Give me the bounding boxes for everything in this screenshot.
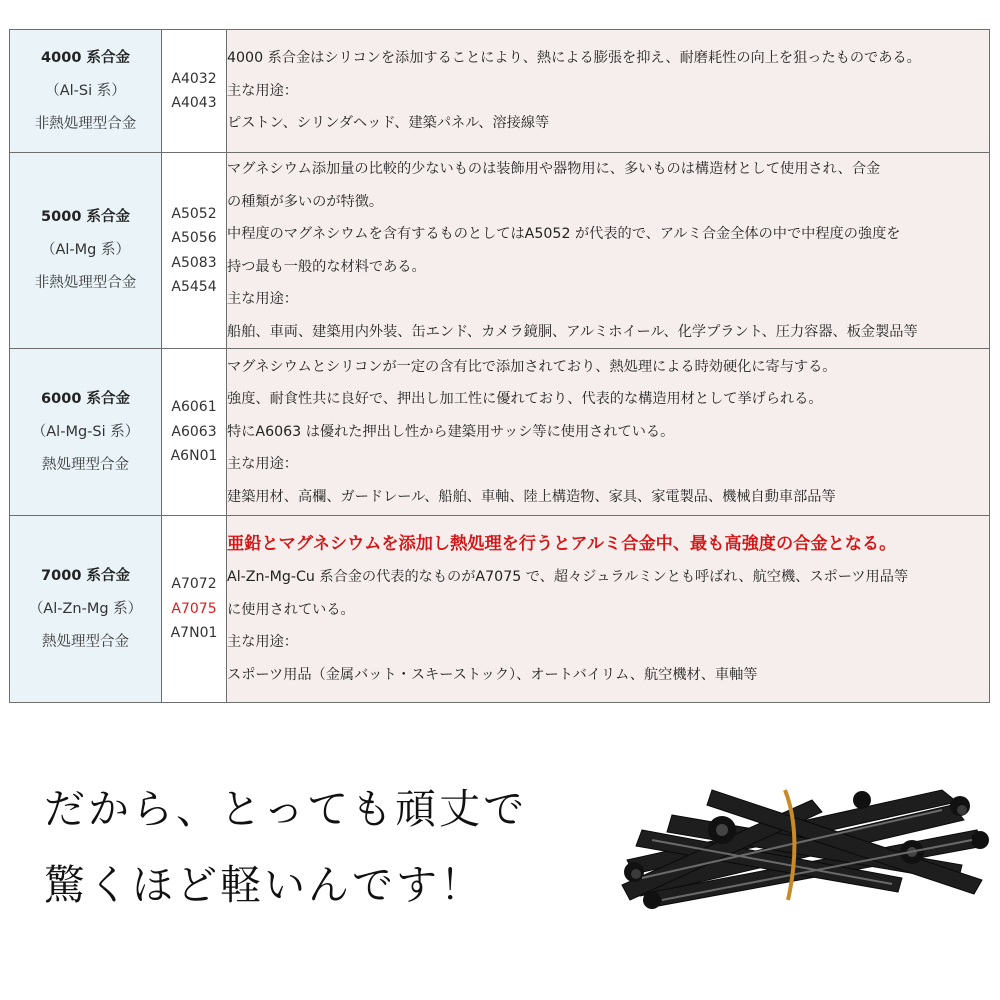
description-line: の種類が多いのが特徴。 — [227, 193, 384, 210]
grades-cell — [162, 516, 227, 703]
grade: A5052 — [171, 205, 217, 222]
series-system: （Al-Zn-Mg 系） — [28, 600, 143, 617]
table-row — [10, 516, 990, 703]
table-row — [10, 153, 990, 349]
description-cell — [227, 349, 990, 516]
grade: A4043 — [171, 95, 217, 111]
series-system: （Al-Mg 系） — [40, 242, 130, 258]
description-cell — [227, 516, 990, 703]
series-type: 熱処理型合金 — [42, 456, 129, 473]
description-cell — [227, 30, 990, 153]
usage-list: スポーツ用品（金属バット・スキーストック）、オートバイリム、航空機材、車軸等 — [227, 666, 758, 683]
table-row — [10, 349, 990, 516]
description-line: マグネシウム添加量の比較的少ないものは装飾用や器物用に、多いものは構造材として使用され、合金 — [227, 161, 881, 177]
grade: A6061 — [171, 399, 217, 416]
grade: A6063 — [171, 423, 217, 440]
description-line: 持つ最も一般的な材料である。 — [227, 258, 426, 275]
description-line: に使用されている。 — [227, 601, 355, 618]
usage-list: 建築用材、高欄、ガードレール、船舶、車軸、陸上構造物、家具、家電製品、機械自動車部品等 — [227, 488, 836, 505]
grade: A5083 — [171, 254, 217, 271]
usage-heading: 主な用途： — [227, 82, 298, 99]
usage-list: ピストン、シリンダヘッド、建築パネル、溶接線等 — [227, 115, 550, 132]
description-line: 中程度のマグネシウムを含有するものとしてはA5052 が代表的で、アルミ合金全体の中で中程度の強度を — [227, 226, 901, 242]
grades-cell — [162, 30, 227, 153]
description-cell — [227, 153, 990, 349]
slogan-line-1: だから、とっても頑丈で — [44, 785, 528, 833]
grade: A6N01 — [170, 448, 218, 465]
series-name: 4000 系合金 — [41, 49, 130, 66]
table-row — [10, 30, 990, 153]
usage-heading: 主な用途： — [227, 456, 298, 473]
series-cell — [10, 516, 162, 703]
grades-cell — [162, 153, 227, 349]
description-line: マグネシウムとシリコンが一定の含有比で添加されており、熱処理による時効硬化に寄与する。 — [227, 358, 837, 375]
usage-list: 船舶、車両、建築用内外装、缶エンド、カメラ鏡胴、アルミホイール、化学プラント、圧力容器、板金製品等 — [227, 323, 918, 340]
series-system: （Al-Si 系） — [45, 82, 126, 99]
grade: A7072 — [171, 576, 217, 593]
series-cell — [10, 349, 162, 516]
grade: A7N01 — [170, 625, 218, 642]
highlight-line: 亜鉛とマグネシウムを添加し熱処理を行うとアルミ合金中、最も高強度の合金となる。 — [227, 534, 897, 554]
usage-heading: 主な用途： — [227, 634, 298, 650]
description-line: Al-Zn-Mg-Cu 系合金の代表的なものがA7075 で、超々ジュラルミンとも呼ばれ、航空機、スポーツ用品等 — [227, 569, 909, 585]
description-line: 強度、耐食性共に良好で、押出し加工性に優れており、代表的な構造用材として挙げられる。 — [227, 391, 823, 408]
series-name: 7000 系合金 — [41, 567, 130, 584]
grades-cell — [162, 349, 227, 516]
series-type: 非熱処理型合金 — [34, 275, 137, 291]
usage-heading: 主な用途： — [227, 291, 298, 307]
series-cell — [10, 153, 162, 349]
series-type: 非熱処理型合金 — [34, 115, 137, 132]
series-type: 熱処理型合金 — [42, 633, 129, 650]
folded-frame-image — [612, 760, 992, 910]
series-system: （Al-Mg-Si 系） — [31, 423, 140, 440]
slogan-line-2: 驚くほど軽いんです！ — [44, 861, 484, 909]
grade: A5454 — [171, 279, 217, 295]
series-name: 6000 系合金 — [41, 390, 130, 407]
series-cell — [10, 30, 162, 153]
description-line: 4000 系合金はシリコンを添加することにより、熱による膨張を抑え、耐磨耗性の向上を狙ったものである。 — [227, 50, 921, 67]
description-line: 特にA6063 は優れた押出し性から建築用サッシ等に使用されている。 — [227, 423, 675, 440]
grade: A4032 — [171, 70, 217, 87]
grade: A5056 — [171, 230, 217, 246]
grade-highlighted: A7075 — [171, 600, 217, 617]
series-name: 5000 系合金 — [41, 209, 130, 225]
alloy-table — [9, 29, 990, 703]
